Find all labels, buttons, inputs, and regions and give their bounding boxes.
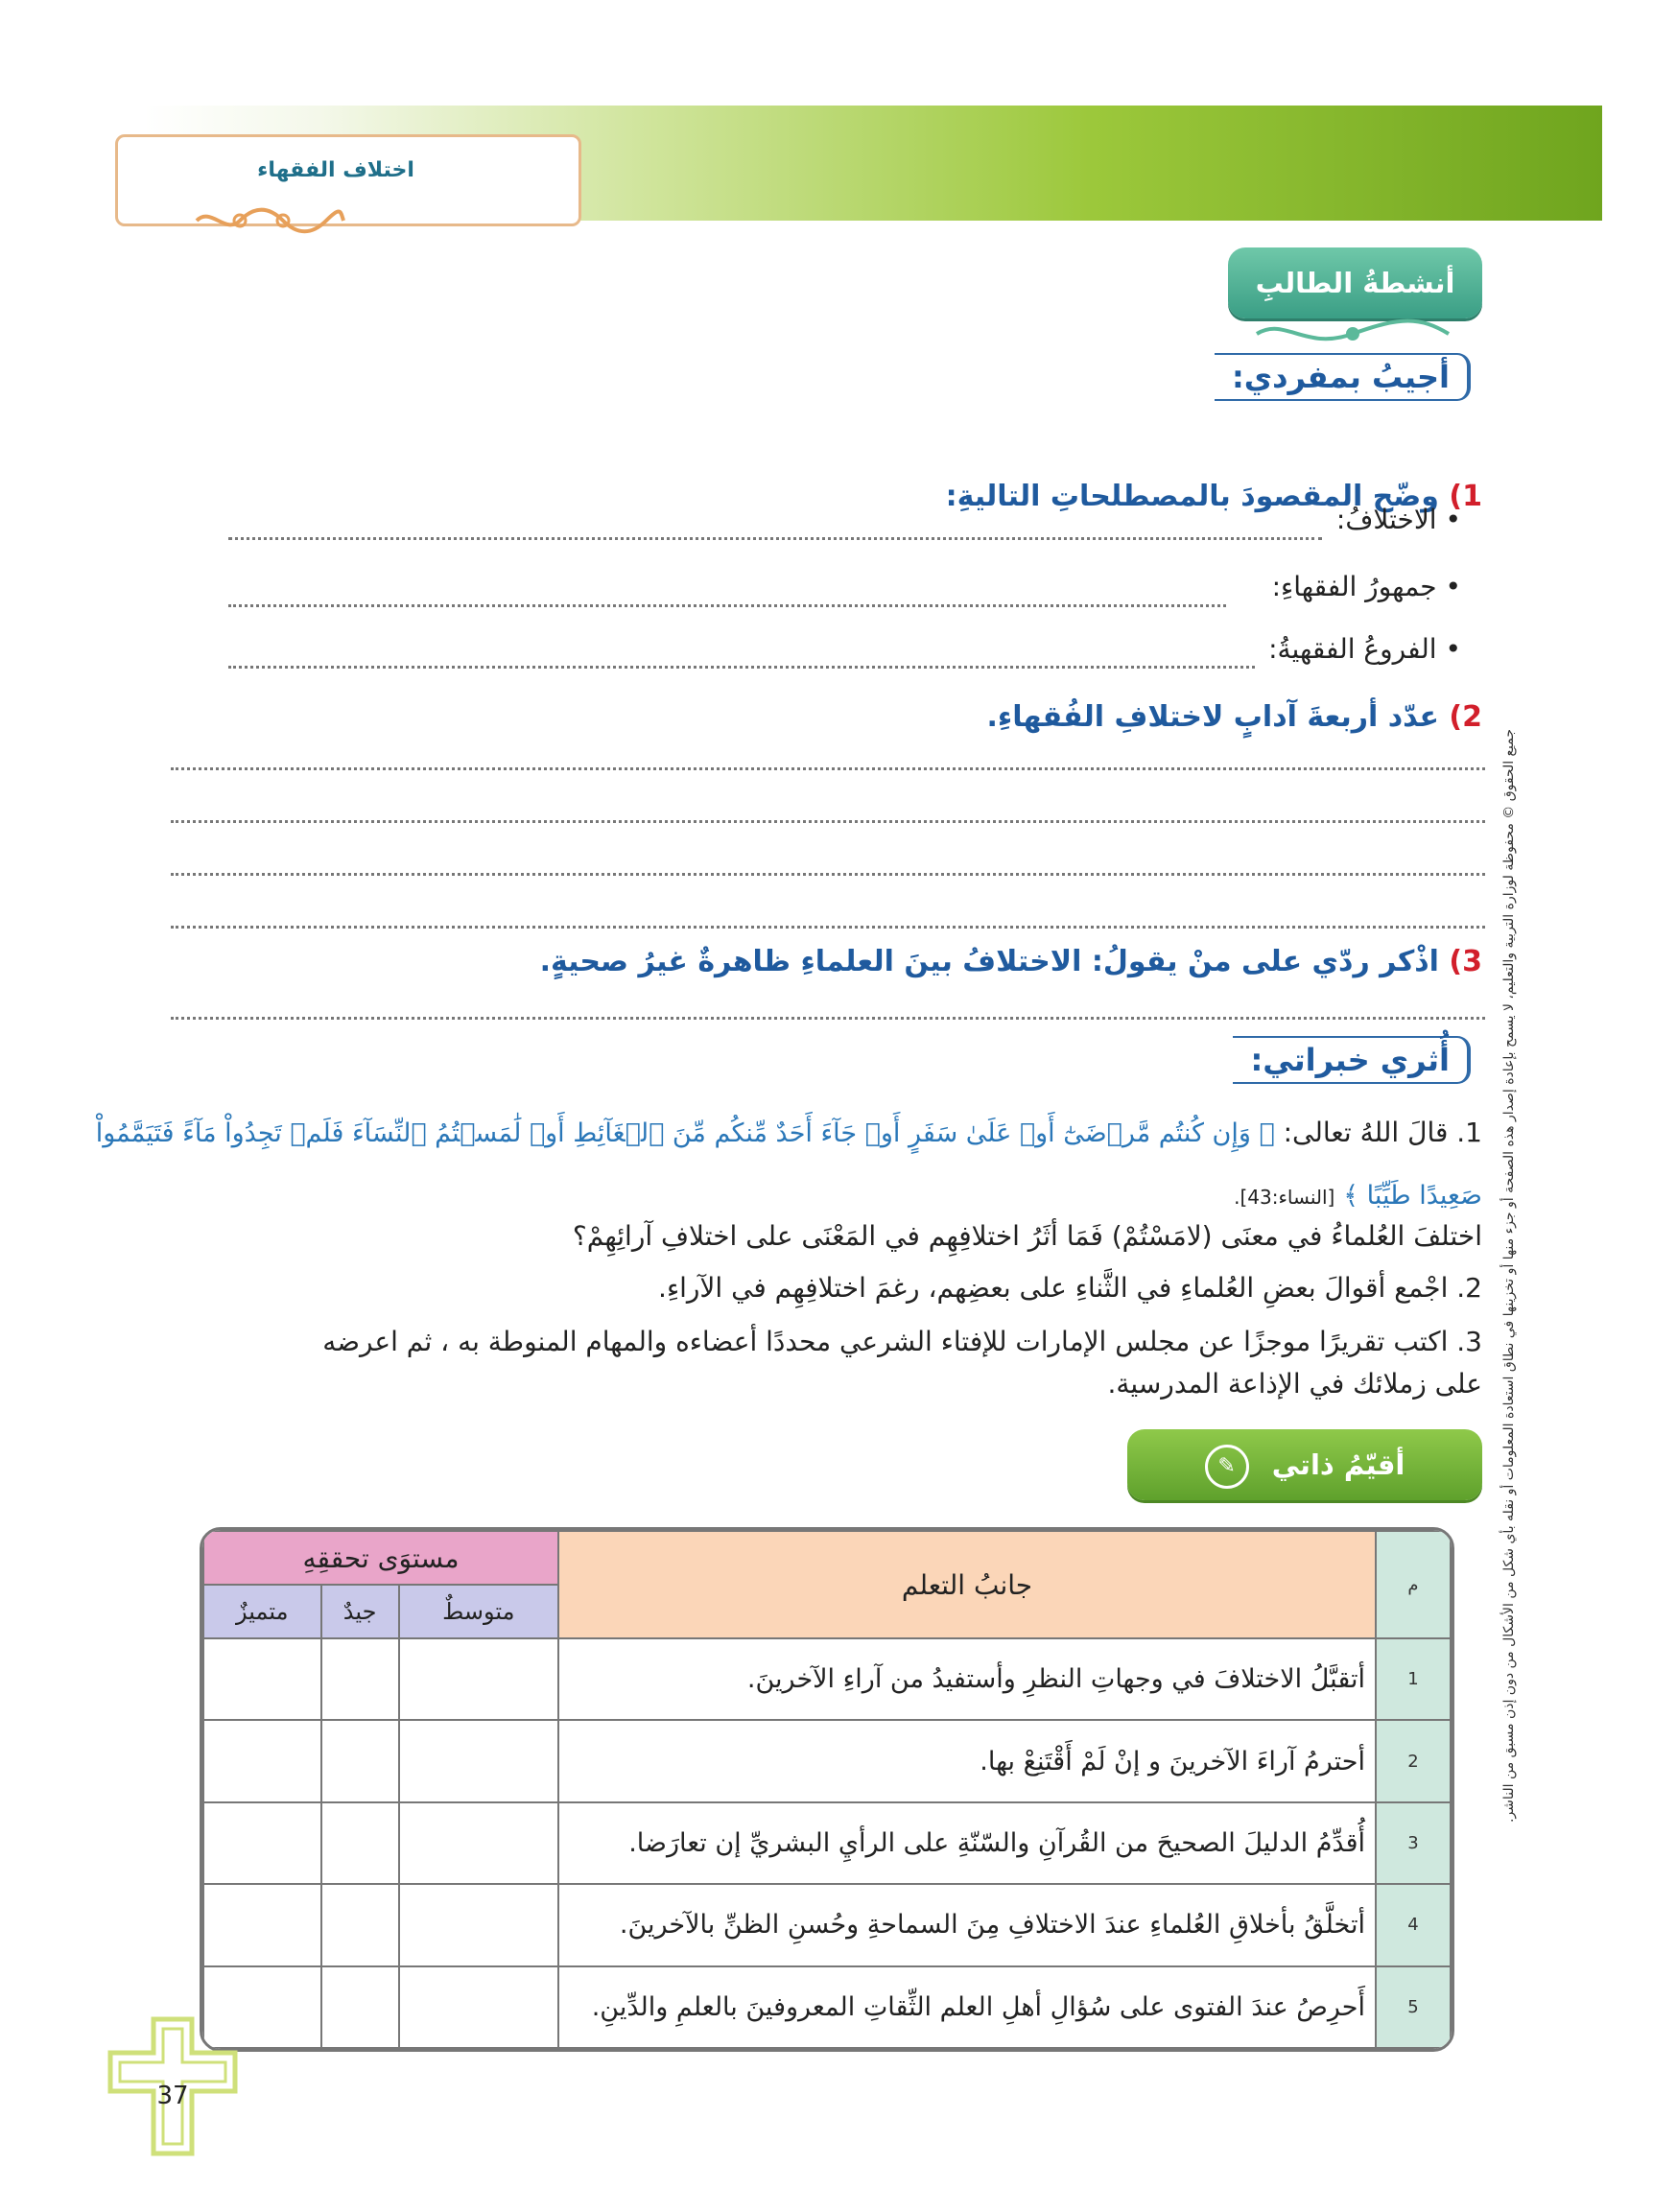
copyright-note [1501,576,1528,1823]
answer-line[interactable] [171,926,1485,929]
self-evaluation-label: أقيّمُ ذاتي [1271,1448,1405,1481]
student-activities-banner: أنشطةُ الطالبِ [1228,247,1482,318]
row-number: 2 [1376,1720,1451,1801]
table-row [203,1884,1451,1965]
question-number: 3) [1449,945,1482,978]
answer-line[interactable] [171,1017,1485,1020]
row-aspect: أتقبَّلُ الاختلافَ في وجهاتِ النظرِ وأستفيدُ من آراءِ الآخرينَ. [558,1638,1376,1720]
chapter-title: اختلاف الفقهاء [257,158,414,182]
question-number: 2) [1449,700,1482,734]
header-m: م [1376,1531,1451,1638]
answer-alone-heading: أجيبُ بمفردي: [1215,353,1471,401]
row-number: 1 [1376,1638,1451,1720]
term-label: • جمهورُ الفقهاءِ: [1271,571,1461,602]
quran-verse-continued [1234,1175,1482,1217]
question-number: 1) [1449,480,1482,513]
checkbox-average[interactable] [399,1720,558,1801]
row-aspect: أُقدِّمُ الدليلَ الصحيحَ من القُرآنِ والسّنّةِ على الرأيِ البشريِّ إن تعارَضا. [558,1802,1376,1884]
answer-line[interactable] [171,767,1485,770]
table-row [203,1966,1451,2048]
level-good: جيدٌ [321,1585,399,1638]
question-2 [987,700,1482,734]
checkbox-average[interactable] [399,1884,558,1965]
ornament-icon [192,201,345,240]
question-text: عدّد أربعةَ آدابٍ لاختلافِ الفُقهاءِ. [986,700,1439,734]
row-number: 4 [1376,1884,1451,1965]
checkbox-excellent[interactable] [203,1638,321,1720]
answer-line[interactable] [228,604,1226,607]
question-3 [540,945,1482,978]
checkbox-average[interactable] [399,1966,558,2048]
term-label: • الفروعُ الفقهيةُ: [1268,633,1461,665]
copyright-text: جميع الحقوق © محفوظة لوزارة التربية والتعليم، لا يسمح بإعادة إصدار هذه الصفحة أو جزء منها أو تخزينها في نطاق استعادة المعلومات أو نقله بأي شكل من الأشكال من دون إذن مسبق من الناشر. [1501,729,1517,1823]
enrich-heading: أُثري خبراتي: [1233,1036,1471,1084]
term-label: • الاختلافُ: [1335,504,1461,535]
enrich-item-3-continued: على زملائك في الإذاعة المدرسية. [1107,1368,1482,1400]
checkbox-good[interactable] [321,1802,399,1884]
page-number: 37 [156,2082,189,2110]
enrich-item-1-question: اختلفَ العُلماءُ في معنَى (لامَسْتُمْ) فَمَا أثَرُ اختلافِهِم في المَعْنَى على اختلافِ آرائِهِمْ؟ [572,1220,1482,1252]
row-aspect: أحترمُ آراءَ الآخرينَ و إنْ لَمْ أَقْتَنِعْ بها. [558,1720,1376,1801]
checkbox-excellent[interactable] [203,1884,321,1965]
row-aspect: أَحرِصُ عندَ الفتوى على سُؤالِ أهلِ العلم الثِّقاتِ المعروفينَ بالعلمِ والدِّينِ. [558,1966,1376,2048]
level-excellent: متميزٌ [203,1585,321,1638]
checkbox-excellent[interactable] [203,1802,321,1884]
table-row [203,1802,1451,1884]
checklist-icon: ✎ [1205,1445,1249,1489]
question-text: اذْكر ردّي على منْ يقولُ: الاختلافُ بينَ العلماءِ ظاهرةٌ غيرُ صحيةٍ. [539,945,1439,978]
enrich-item-3: 3. اكتب تقريرًا موجزًا عن مجلس الإمارات للإفتاء الشرعي محددًا أعضاءه والمهام المنوطة به ، ثم اعرضه [322,1326,1482,1357]
row-aspect: أتخلَّقُ بأخلاقِ العُلماءِ عندَ الاختلافِ مِنَ السماحةِ وحُسنِ الظنِّ بالآخرينَ. [558,1884,1376,1965]
quran-verse: ﴿ وَإِن كُنتُم مَّرۡضَىٰٓ أَوۡ عَلَىٰ سَفَرٍ أَوۡ جَآءَ أَحَدٌ مِّنكُم مِّنَ ٱلۡغَآئِطِ أَوۡ لَٰمَسۡتُمُ ٱلنِّسَآءَ فَلَمۡ تَجِدُواْ مَآءً فَتَيَمَّمُواْ [95,1118,1275,1148]
checkbox-good[interactable] [321,1966,399,2048]
answer-line[interactable] [171,820,1485,823]
self-evaluation-banner [1127,1429,1482,1500]
quran-verse: صَعِيدًا طَيِّبًا ﴾ [1343,1181,1482,1211]
item-prefix: 1. قالَ اللهُ تعالى: [1283,1117,1482,1148]
header-achievement-level: مستوَى تحققِهِ [203,1531,558,1585]
header-learning-aspect: جانبُ التعلم [558,1531,1376,1638]
checkbox-good[interactable] [321,1638,399,1720]
answer-line[interactable] [171,873,1485,876]
self-evaluation-table [200,1527,1454,2052]
enrich-item-1 [96,1113,1482,1154]
checkbox-good[interactable] [321,1720,399,1801]
verse-reference: [النساء:43]. [1234,1186,1335,1209]
table-row [203,1638,1451,1720]
answer-line[interactable] [228,537,1322,540]
checkbox-average[interactable] [399,1638,558,1720]
checkbox-good[interactable] [321,1884,399,1965]
row-number: 5 [1376,1966,1451,2048]
answer-line[interactable] [228,666,1255,669]
enrich-item-2: 2. اجْمع أقوالَ بعضِ العُلماءِ في الثَّناءِ على بعضِهم، رغمَ اختلافِهِم في الآراءِ. [658,1272,1482,1304]
question-text: وضّح المقصودَ بالمصطلحاتِ التاليةِ: [945,480,1439,513]
checkbox-average[interactable] [399,1802,558,1884]
checkbox-excellent[interactable] [203,1720,321,1801]
row-number: 3 [1376,1802,1451,1884]
level-average: متوسطٌ [399,1585,558,1638]
ornament-icon [1247,317,1458,351]
table-row [203,1720,1451,1801]
